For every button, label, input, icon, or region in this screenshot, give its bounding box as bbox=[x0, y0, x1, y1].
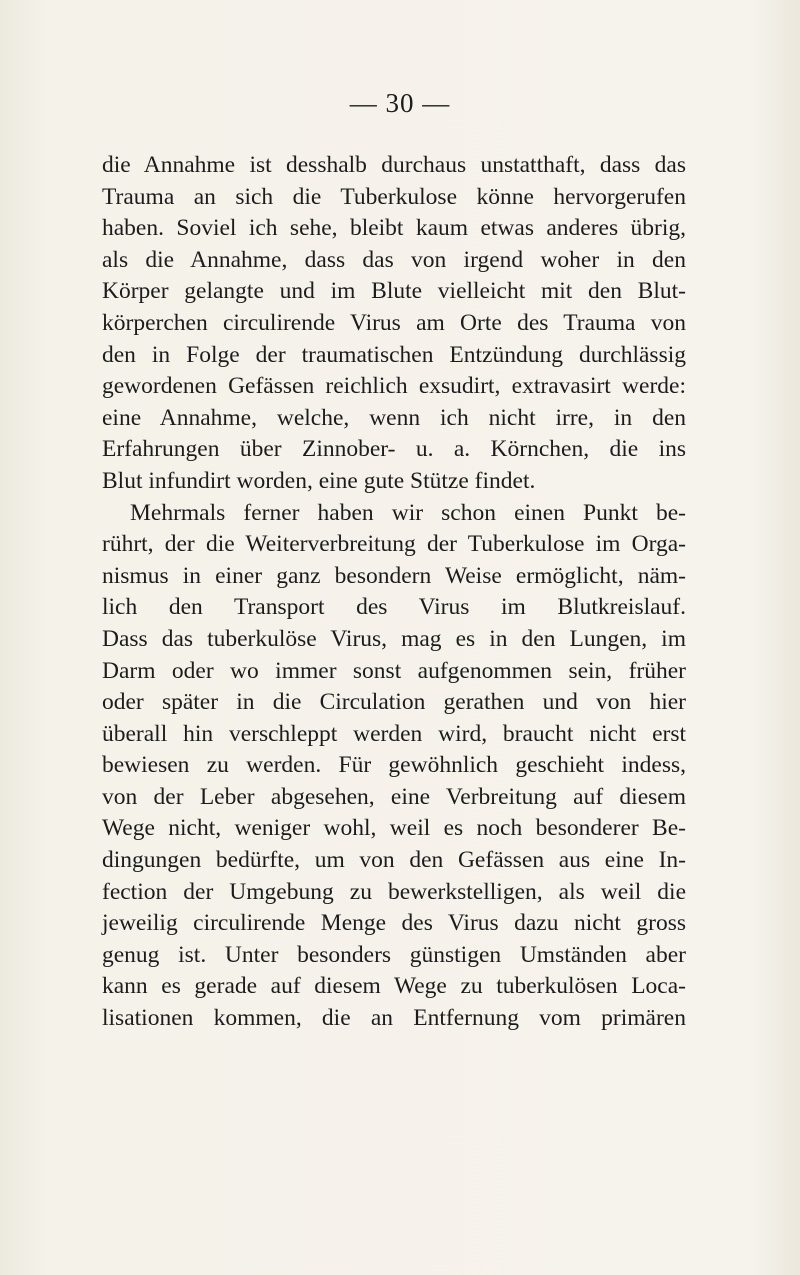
text-line: genug ist. Unter besonders günstigen Umständen aber bbox=[102, 941, 686, 968]
text-line: nismus in einer ganz besondern Weise ermöglicht, näm- bbox=[102, 562, 686, 589]
text-line: überall hin verschleppt werden wird, braucht nicht erst bbox=[102, 720, 686, 747]
text-line: als die Annahme, dass das von irgend woher in den bbox=[102, 246, 686, 273]
text-line: Mehrmals ferner haben wir schon einen Punkt be- bbox=[130, 499, 686, 526]
text-line: fection der Umgebung zu bewerkstelligen, als weil die bbox=[102, 878, 686, 905]
text-line: Dass das tuberkulöse Virus, mag es in den Lungen, im bbox=[102, 625, 686, 652]
body-text bbox=[102, 150, 686, 1035]
text-line: rührt, der die Weiterverbreitung der Tuberkulose im Orga- bbox=[102, 531, 686, 558]
text-line: jeweilig circulirende Menge des Virus dazu nicht gross bbox=[102, 910, 686, 937]
text-line: lisationen kommen, die an Entfernung vom primären bbox=[102, 1005, 686, 1032]
text-line: oder später in die Circulation gerathen und von hier bbox=[102, 689, 686, 716]
text-line: Körper gelangte und im Blute vielleicht mit den Blut- bbox=[102, 278, 686, 305]
text-line: von der Leber abgesehen, eine Verbreitung auf diesem bbox=[102, 783, 686, 810]
text-line: Trauma an sich die Tuberkulose könne hervorgerufen bbox=[102, 183, 686, 210]
text-line: körperchen circulirende Virus am Orte des Trauma von bbox=[102, 309, 686, 336]
text-line: dingungen bedürfte, um von den Gefässen aus eine In- bbox=[102, 847, 686, 874]
text-line: Wege nicht, weniger wohl, weil es noch besonderer Be- bbox=[102, 815, 686, 842]
text-line: kann es gerade auf diesem Wege zu tuberkulösen Loca- bbox=[102, 973, 686, 1000]
text-line: die Annahme ist desshalb durchaus unstatthaft, dass das bbox=[102, 152, 686, 178]
text-line: den in Folge der traumatischen Entzündung durchlässig bbox=[102, 341, 686, 368]
text-line: lich den Transport des Virus im Blutkreislauf. bbox=[102, 594, 686, 621]
text-line: gewordenen Gefässen reichlich exsudirt, extravasirt werde: bbox=[102, 373, 686, 400]
text-line: bewiesen zu werden. Für gewöhnlich geschieht indess, bbox=[102, 752, 686, 779]
text-line: Erfahrungen über Zinnober- u. a. Körnchen, die ins bbox=[102, 436, 686, 463]
text-line: Blut infundirt worden, eine gute Stütze findet. bbox=[102, 467, 536, 494]
text-line: eine Annahme, welche, wenn ich nicht irre, in den bbox=[102, 404, 686, 431]
page-number: — 30 — bbox=[349, 88, 451, 118]
text-line: haben. Soviel ich sehe, bleibt kaum etwas anderes übrig, bbox=[102, 215, 686, 242]
text-line: Darm oder wo immer sonst aufgenommen sein, früher bbox=[102, 657, 686, 684]
